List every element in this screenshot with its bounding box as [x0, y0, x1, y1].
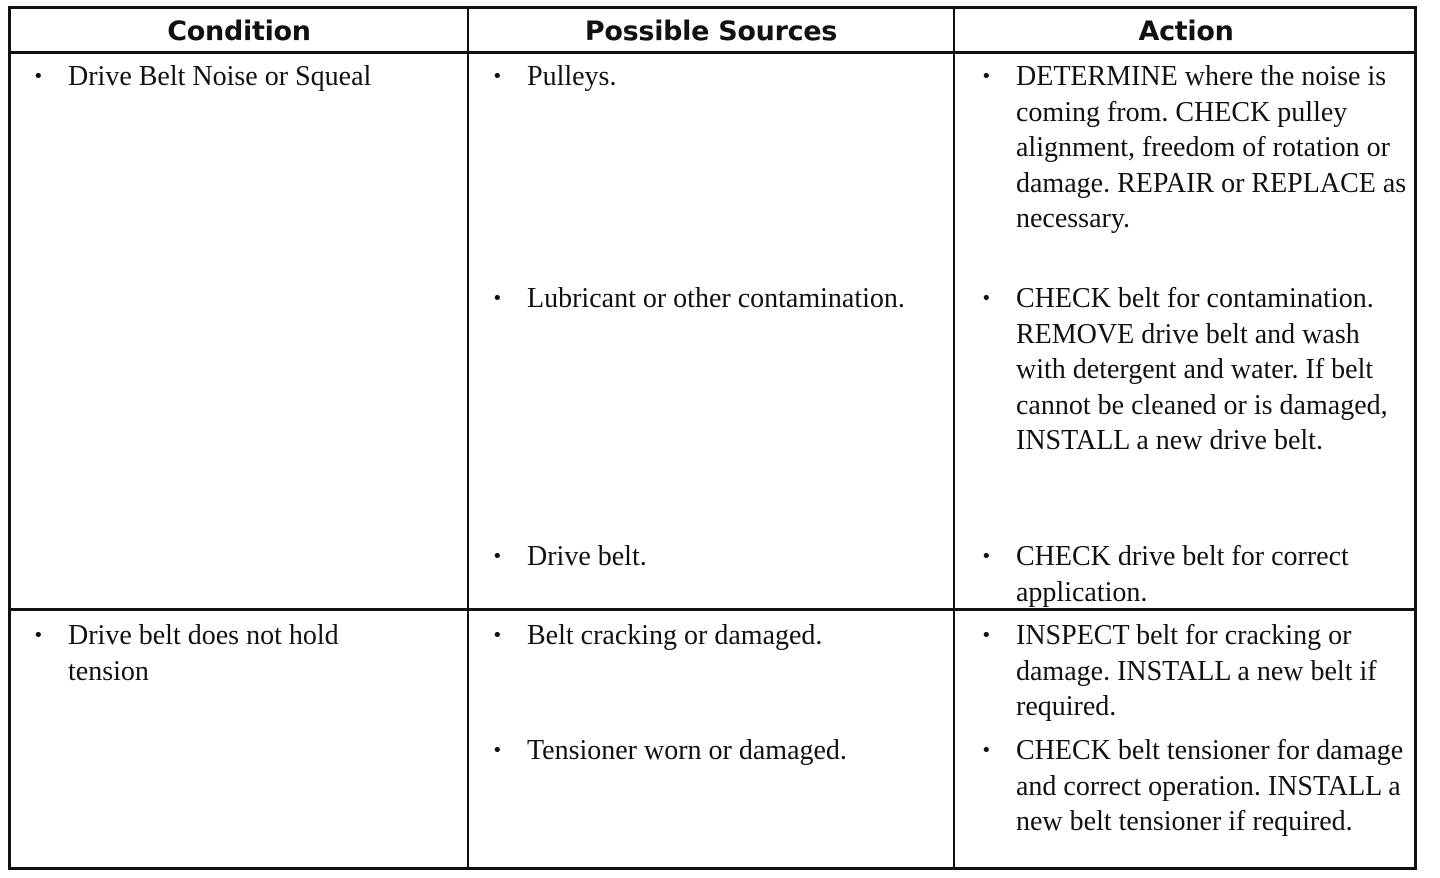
source-cell	[484, 281, 924, 317]
bullet-icon: •	[981, 66, 992, 87]
list-item	[973, 539, 1413, 610]
action-cell	[973, 618, 1413, 725]
bullet-icon: •	[492, 288, 503, 309]
bullet-icon: •	[492, 625, 503, 646]
bullet-icon: •	[33, 625, 44, 646]
diagnosis-table	[8, 6, 1417, 870]
list-item	[973, 281, 1413, 459]
action-text: CHECK belt tensioner for damage and correct operation. INSTALL a new belt tensioner if required.	[1016, 735, 1404, 837]
source-cell	[484, 59, 944, 95]
condition-cell	[25, 618, 425, 689]
action-text: CHECK belt for contamination. REMOVE drive belt and wash with detergent and water. If belt cannot be cleaned or is damaged, INSTALL a new drive belt.	[1016, 283, 1388, 456]
source-text: Drive belt.	[527, 541, 647, 572]
source-text: Belt cracking or damaged.	[527, 620, 823, 651]
list-item	[484, 618, 944, 654]
column-divider-1	[467, 9, 469, 867]
condition-text: Drive belt does not hold tension	[68, 620, 339, 687]
action-cell	[973, 281, 1413, 459]
bullet-icon: •	[492, 66, 503, 87]
list-item	[973, 733, 1413, 840]
bullet-icon: •	[981, 288, 992, 309]
source-text: Tensioner worn or damaged.	[527, 735, 847, 766]
list-item	[973, 59, 1413, 237]
action-cell	[973, 539, 1413, 610]
bullet-icon: •	[33, 66, 44, 87]
list-item	[484, 281, 924, 317]
bullet-icon: •	[981, 740, 992, 761]
list-item	[973, 618, 1413, 725]
bullet-icon: •	[981, 625, 992, 646]
source-text: Pulleys.	[527, 61, 617, 92]
header-possible-sources: Possible Sources	[584, 15, 838, 47]
bullet-icon: •	[492, 740, 503, 761]
source-cell	[484, 539, 944, 575]
list-item	[25, 618, 425, 689]
source-text: Lubricant or other contamination.	[527, 283, 905, 314]
bullet-icon: •	[492, 546, 503, 567]
source-cell	[484, 733, 944, 769]
list-item	[484, 59, 944, 95]
action-cell	[973, 733, 1413, 840]
condition-cell	[25, 59, 455, 95]
source-cell	[484, 618, 944, 654]
header-action: Action	[1138, 15, 1234, 47]
list-item	[484, 733, 944, 769]
list-item	[25, 59, 455, 95]
action-text: DETERMINE where the noise is coming from. CHECK pulley alignment, freedom of rotation or damage. REPAIR or REPLACE as necessary.	[1016, 61, 1407, 234]
bullet-icon: •	[981, 546, 992, 567]
condition-text: Drive Belt Noise or Squeal	[68, 61, 372, 92]
action-text: INSPECT belt for cracking or damage. INSTALL a new belt if required.	[1016, 620, 1377, 722]
action-cell	[973, 59, 1413, 237]
column-divider-2	[953, 9, 955, 867]
list-item	[484, 539, 944, 575]
header-condition: Condition	[167, 15, 311, 47]
action-text: CHECK drive belt for correct application.	[1016, 541, 1349, 608]
